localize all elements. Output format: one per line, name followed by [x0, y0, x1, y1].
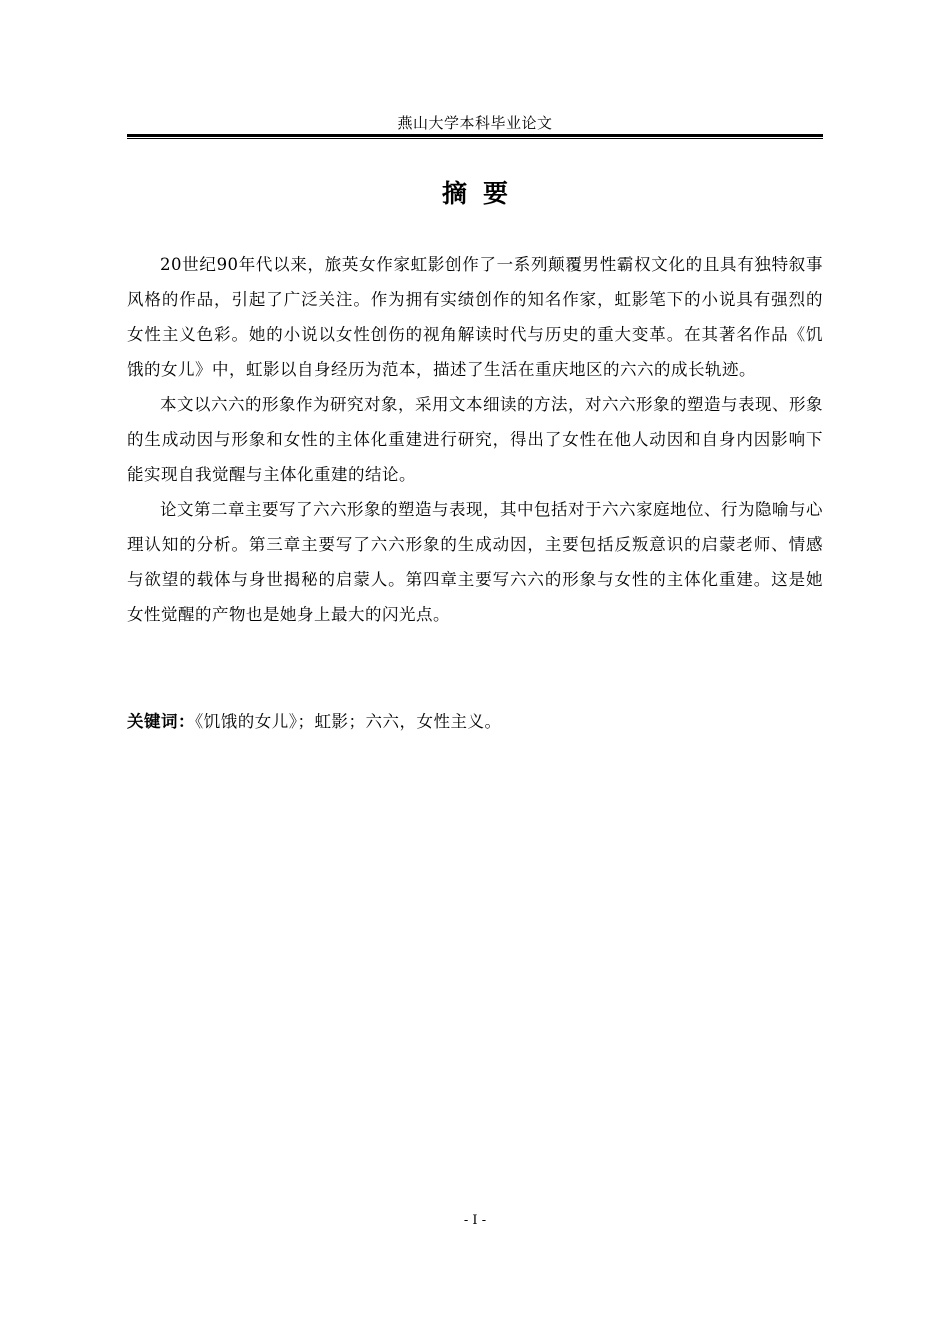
page-number: - I -	[463, 1213, 487, 1228]
header-rule	[127, 134, 823, 140]
keywords-label: 关键词：	[127, 712, 195, 731]
abstract-body	[127, 247, 823, 632]
abstract-title: 摘要	[441, 179, 524, 208]
running-header: 燕山大学本科毕业论文	[397, 114, 553, 132]
keywords-text: 《饥饿的女儿》；虹影；六六，女性主义。	[195, 712, 502, 731]
abstract-paragraph-2: 本文以六六的形象作为研究对象，采用文本细读的方法，对六六形象的塑造与表现、形象的生成动因与形象和女性的主体化重建进行研究，得出了女性在他人动因和自身内因影响下能实现自我觉醒与主体化重建的结论。	[127, 395, 823, 484]
keywords-line	[127, 704, 823, 739]
abstract-paragraph-1: 20世纪90年代以来，旅英女作家虹影创作了一系列颠覆男性霸权文化的且具有独特叙事风格的作品，引起了广泛关注。作为拥有实绩创作的知名作家，虹影笔下的小说具有强烈的女性主义色彩。她的小说以女性创伤的视角解读时代与历史的重大变革。在其著名作品《饥饿的女儿》中，虹影以自身经历为范本，描述了生活在重庆地区的六六的成长轨迹。	[127, 255, 823, 379]
abstract-paragraph-3: 论文第二章主要写了六六形象的塑造与表现，其中包括对于六六家庭地位、行为隐喻与心理认知的分析。第三章主要写了六六形象的生成动因，主要包括反叛意识的启蒙老师、情感与欲望的载体与身世揭秘的启蒙人。第四章主要写六六的形象与女性的主体化重建。这是她女性觉醒的产物也是她身上最大的闪光点。	[127, 500, 823, 624]
header-rule-thick	[127, 134, 823, 137]
header-rule-thin	[127, 138, 823, 139]
